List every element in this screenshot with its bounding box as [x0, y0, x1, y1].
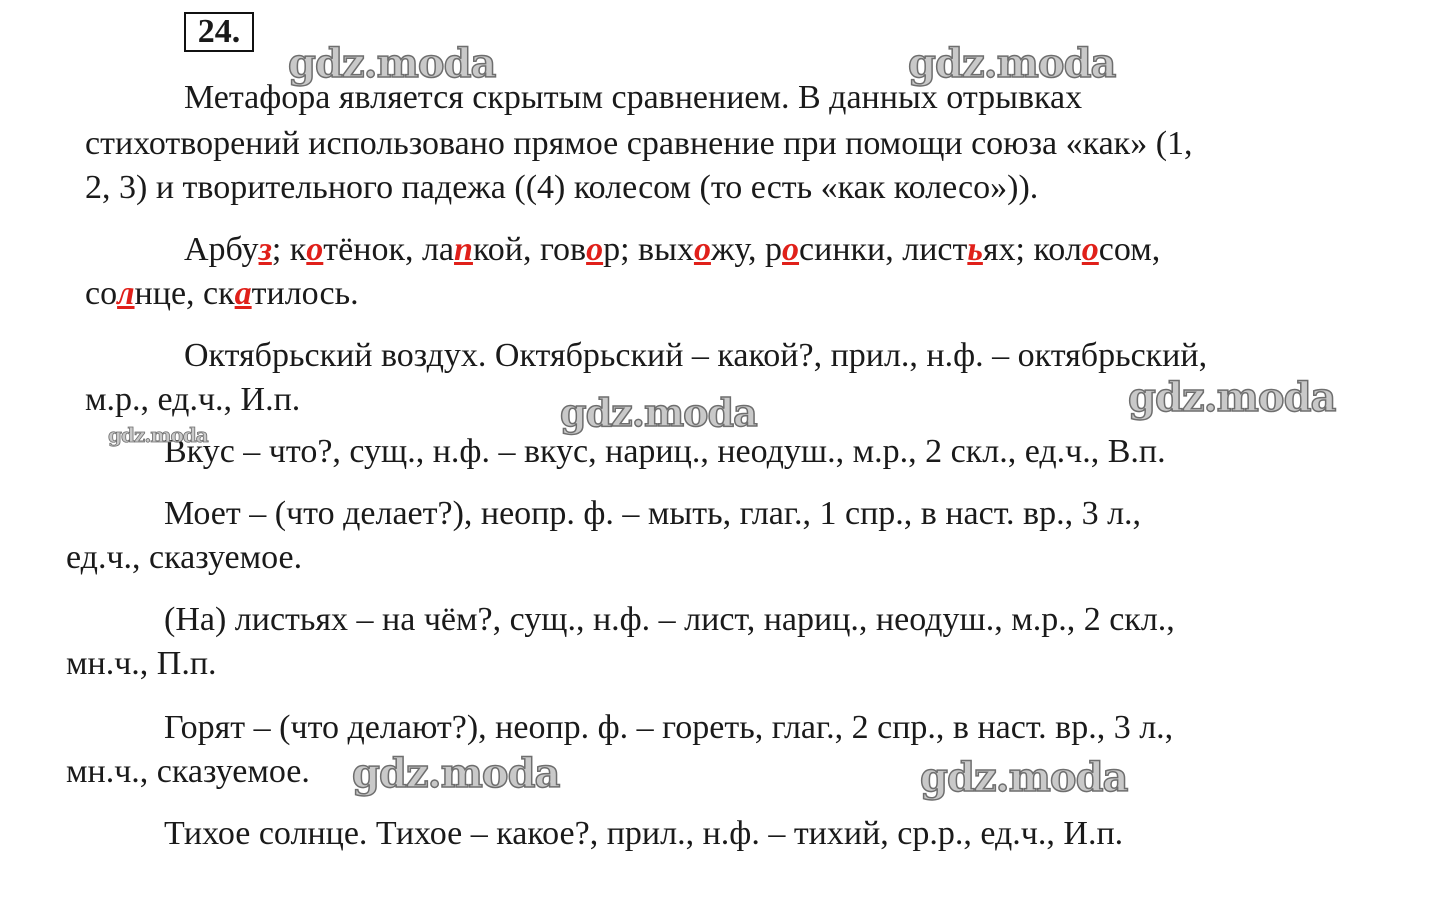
- spelling-line: [184, 230, 1160, 270]
- paragraph-line: Метафора является скрытым сравнением. В данных отрывках: [184, 79, 1083, 116]
- analysis-line: Моет – (что делает?), неопр. ф. – мыть, глаг., 1 спр., в наст. вр., 3 л.,: [164, 495, 1142, 532]
- watermark: gdz.moda: [288, 40, 496, 87]
- highlighted-letter: о: [782, 231, 800, 268]
- analysis-line: Октябрьский воздух. Октябрьский – какой?, прил., н.ф. – октябрьский,: [184, 337, 1208, 374]
- highlighted-letter: о: [586, 231, 604, 268]
- analysis-line: Тихое солнце. Тихое – какое?, прил., н.ф. – тихий, ср.р., ед.ч., И.п.: [164, 815, 1124, 852]
- watermark: gdz.moda: [560, 390, 757, 435]
- watermark: gdz.moda: [920, 754, 1128, 801]
- text-segment: тёнок, ла: [323, 231, 455, 268]
- highlighted-letter: а: [234, 275, 252, 312]
- watermark: gdz.moda: [908, 40, 1116, 87]
- spelling-line: [85, 274, 359, 314]
- analysis-line: Горят – (что делают?), неопр. ф. – гореть, глаг., 2 спр., в наст. вр., 3 л.,: [164, 709, 1174, 746]
- text-segment: нце, ск: [134, 275, 235, 312]
- watermark: gdz.moda: [1128, 374, 1336, 421]
- watermark: gdz.moda: [352, 750, 560, 797]
- text-segment: Арбу: [184, 231, 259, 268]
- analysis-line: мн.ч., П.п.: [66, 645, 217, 682]
- highlighted-letter: п: [454, 231, 473, 268]
- highlighted-letter: л: [117, 275, 135, 312]
- analysis-line: Вкус – что?, сущ., н.ф. – вкус, нариц., неодуш., м.р., 2 скл., ед.ч., В.п.: [164, 433, 1166, 470]
- highlighted-letter: з: [258, 231, 272, 268]
- watermark: gdz.moda: [108, 423, 208, 447]
- analysis-line: м.р., ед.ч., И.п.: [85, 381, 301, 418]
- text-segment: сом,: [1098, 231, 1161, 268]
- exercise-number: 24.: [184, 12, 254, 52]
- highlighted-letter: о: [693, 231, 711, 268]
- highlighted-letter: о: [306, 231, 324, 268]
- text-segment: ях; кол: [982, 231, 1082, 268]
- highlighted-letter: ь: [967, 231, 983, 268]
- text-segment: синки, лист: [799, 231, 968, 268]
- text-segment: р; вых: [603, 231, 694, 268]
- text-segment: кой, гов: [472, 231, 587, 268]
- text-segment: со: [85, 275, 118, 312]
- text-segment: тилось.: [251, 275, 359, 312]
- highlighted-letter: о: [1081, 231, 1099, 268]
- paragraph-line: стихотворений использовано прямое сравнение при помощи союза «как» (1,: [85, 125, 1193, 162]
- analysis-line: ед.ч., сказуемое.: [66, 539, 303, 576]
- paragraph-line: 2, 3) и творительного падежа ((4) колесом (то есть «как колесо»)).: [85, 169, 1039, 206]
- text-segment: ; к: [271, 231, 307, 268]
- analysis-line: (На) листьях – на чём?, сущ., н.ф. – лист, нариц., неодуш., м.р., 2 скл.,: [164, 601, 1175, 638]
- text-segment: жу, р: [710, 231, 783, 268]
- analysis-line: мн.ч., сказуемое.: [66, 753, 310, 790]
